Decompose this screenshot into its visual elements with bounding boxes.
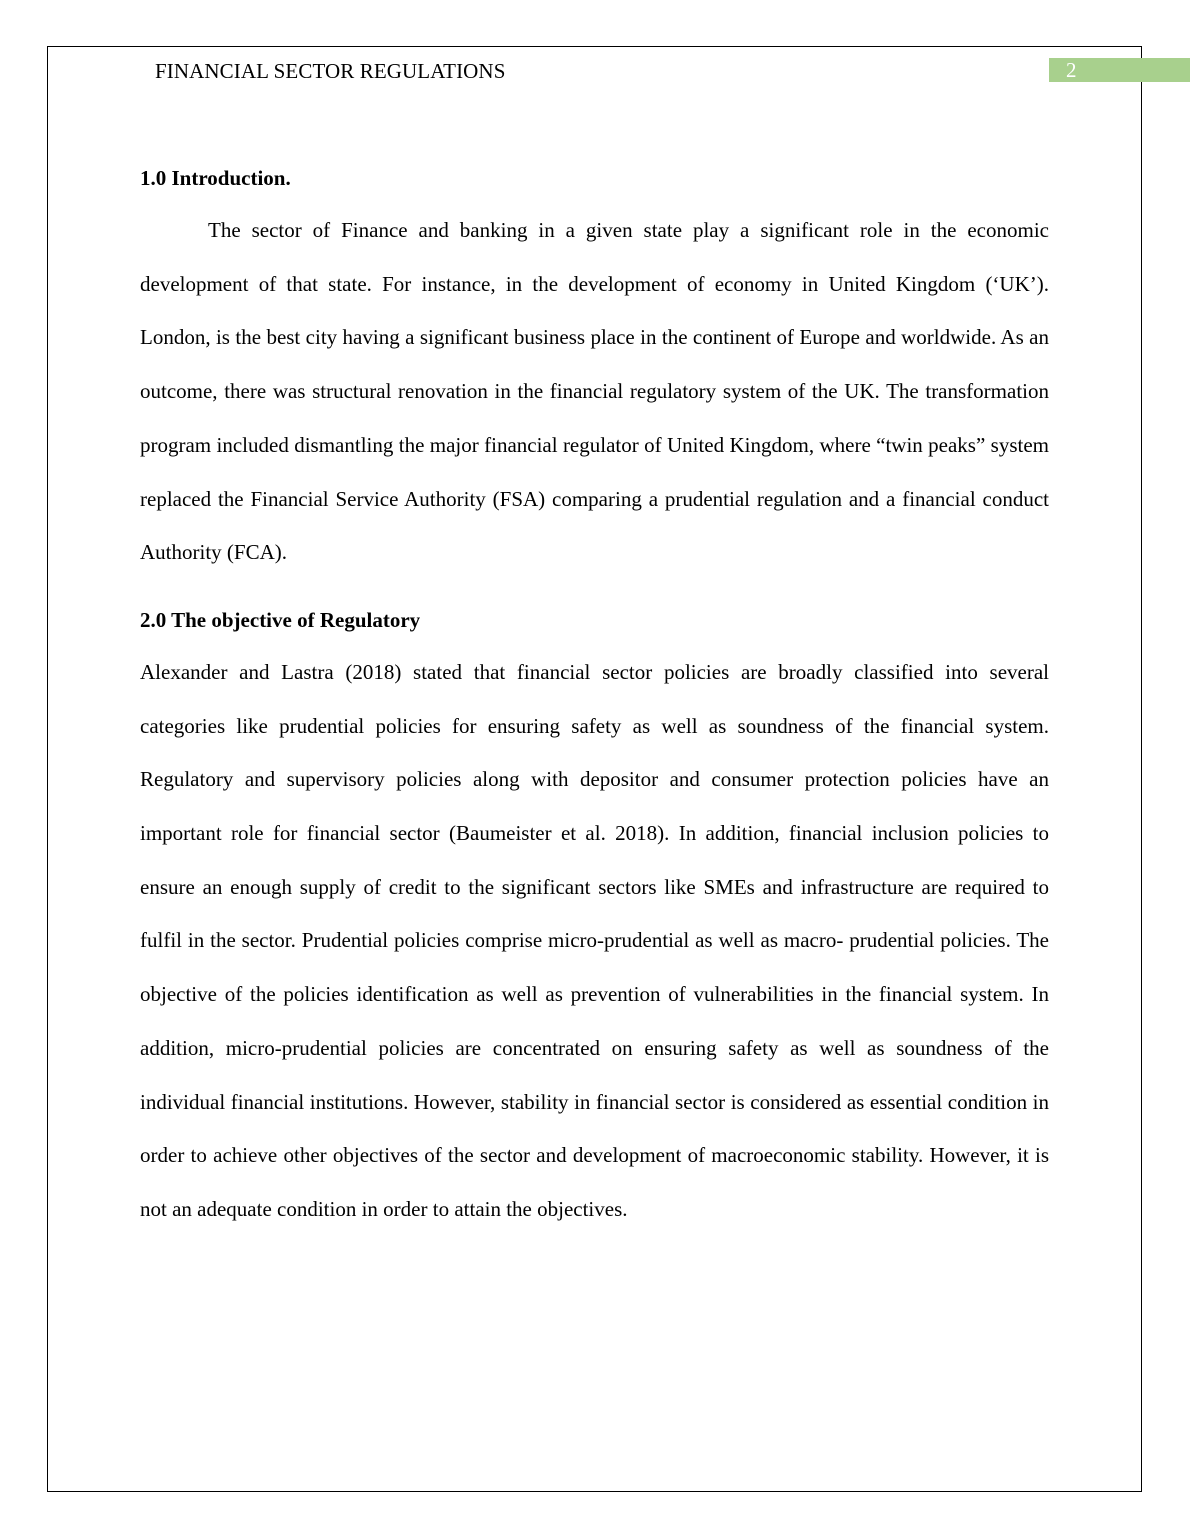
section-heading-objective: 2.0 The objective of Regulatory <box>140 607 421 632</box>
paragraph-introduction: The sector of Finance and banking in a given state play a significant role in the economic development of that state. For instance, in the development of economy in United Kingdom (‘UK’). London, is the best city having a significant business place in the continent of Europe and worldwide. As an outcome, there was structural renovation in the financial regulatory system of the UK. The transformation program included dismantling the major financial regulator of United Kingdom, where “twin peaks” system replaced the Financial Service Authority (FSA) comparing a prudential regulation and a financial conduct Authority (FCA). <box>140 218 1049 565</box>
section-heading-introduction: 1.0 Introduction. <box>140 166 291 190</box>
page-number: 2 <box>1066 58 1077 82</box>
running-head: FINANCIAL SECTOR REGULATIONS <box>155 59 506 83</box>
paragraph-objective: Alexander and Lastra (2018) stated that financial sector policies are broadly classified into several categories like prudential policies for ensuring safety as well as soundness of the financial system. Regulatory and supervisory policies along with depositor and consumer protection policies have an important role for financial sector (Baumeister et al. 2018). In addition, financial inclusion policies to ensure an enough supply of credit to the significant sectors like SMEs and infrastructure are required to fulfil in the sector. Prudential policies comprise micro-prudential as well as macro- prudential policies. The objective of the policies identification as well as prevention of vulnerabilities in the financial system. In addition, micro-prudential policies are concentrated on ensuring safety as well as soundness of the individual financial institutions. However, stability in financial sector is considered as essential condition in order to achieve other objectives of the sector and development of macroeconomic stability. However, it is not an adequate condition in order to attain the objectives. <box>140 659 1049 1221</box>
document-body <box>140 160 1049 1237</box>
